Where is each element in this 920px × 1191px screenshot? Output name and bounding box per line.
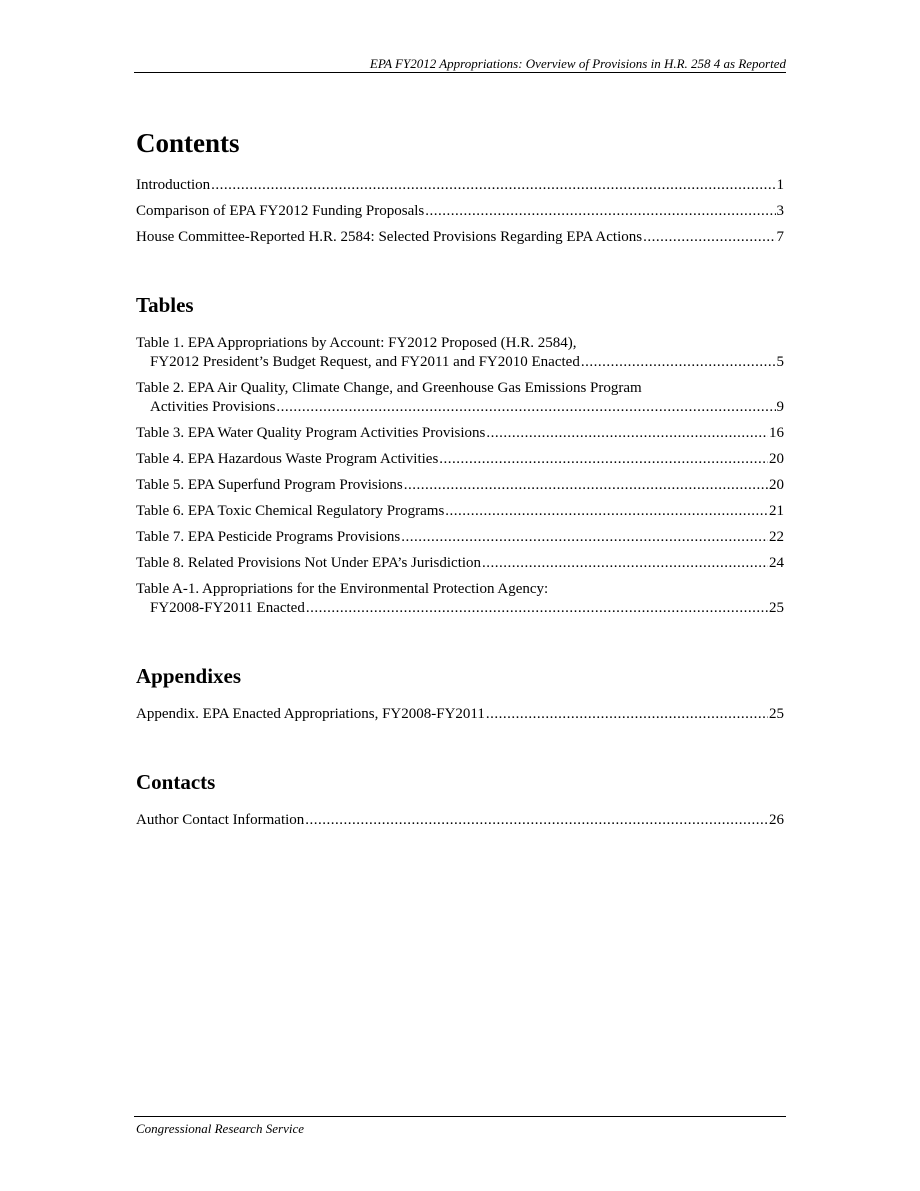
toc-entry-text: Table 7. EPA Pesticide Programs Provisions	[136, 529, 401, 545]
appendixes-list	[136, 705, 784, 724]
toc-entry[interactable]	[136, 528, 784, 547]
toc-entry[interactable]	[136, 811, 784, 830]
toc-entry[interactable]	[136, 450, 784, 469]
toc-page-number: 20	[769, 451, 784, 467]
toc-entry-text: Table 4. EPA Hazardous Waste Program Activities	[136, 451, 439, 467]
toc-entry-text: House Committee-Reported H.R. 2584: Selected Provisions Regarding EPA Actions	[136, 229, 643, 245]
toc-page-number: 9	[776, 399, 784, 415]
toc-entry-text: Table 5. EPA Superfund Program Provisions	[136, 477, 403, 493]
toc-entry-text: Table 3. EPA Water Quality Program Activities Provisions	[136, 425, 486, 441]
toc-entry[interactable]	[136, 202, 784, 221]
toc-page-number: 25	[769, 600, 784, 616]
toc-entry-text: FY2012 President’s Budget Request, and FY2011 and FY2010 Enacted	[150, 354, 580, 370]
toc-entry-text: Table 8. Related Provisions Not Under EPA’s Jurisdiction	[136, 555, 482, 571]
toc-entry-text: Introduction	[136, 177, 211, 193]
page-footer: Congressional Research Service	[136, 1121, 304, 1136]
toc-page-number: 26	[769, 812, 784, 828]
toc-entry-text: Appendix. EPA Enacted Appropriations, FY2008-FY2011	[136, 706, 485, 722]
toc-page-number: 3	[776, 203, 784, 219]
table-of-contents	[136, 124, 784, 837]
toc-entry[interactable]	[136, 476, 784, 495]
tables-heading: Tables	[136, 293, 194, 317]
toc-entry[interactable]	[136, 554, 784, 573]
toc-entry[interactable]	[136, 580, 784, 618]
toc-page-number: 24	[769, 555, 784, 571]
toc-entry-text: Comparison of EPA FY2012 Funding Proposals	[136, 203, 425, 219]
toc-page-number: 1	[776, 177, 784, 193]
contacts-list	[136, 811, 784, 830]
toc-entry-text: Table A-1. Appropriations for the Environmental Protection Agency:	[136, 581, 549, 597]
toc-entry[interactable]	[136, 705, 784, 724]
toc-entry[interactable]	[136, 176, 784, 195]
toc-entry[interactable]	[136, 334, 784, 372]
toc-entry-text: Table 2. EPA Air Quality, Climate Change, and Greenhouse Gas Emissions Program	[136, 380, 642, 396]
toc-entry-text: Author Contact Information	[136, 812, 305, 828]
toc-page-number: 22	[769, 529, 784, 545]
footer-rule	[134, 1116, 786, 1117]
header-rule	[134, 72, 786, 73]
toc-entry-text: FY2008-FY2011 Enacted	[150, 600, 305, 616]
toc-page-number: 21	[769, 503, 784, 519]
toc-page-number: 25	[769, 706, 784, 722]
appendixes-heading: Appendixes	[136, 664, 242, 688]
toc-page-number: 20	[769, 477, 784, 493]
toc-entry[interactable]	[136, 379, 784, 417]
tables-list	[136, 334, 784, 618]
toc-page-number: 7	[776, 229, 784, 245]
toc-entry[interactable]	[136, 424, 784, 443]
toc-entry-text: Table 1. EPA Appropriations by Account: FY2012 Proposed (H.R. 2584),	[136, 335, 577, 351]
contacts-heading: Contacts	[136, 770, 216, 794]
contents-heading: Contents	[136, 128, 240, 158]
toc-page-number: 16	[769, 425, 784, 441]
toc-entry[interactable]	[136, 502, 784, 521]
contents-list	[136, 176, 784, 247]
toc-entry-text: Table 6. EPA Toxic Chemical Regulatory Programs	[136, 503, 445, 519]
toc-entry[interactable]	[136, 228, 784, 247]
toc-page-number: 5	[776, 354, 784, 370]
running-header: EPA FY2012 Appropriations: Overview of Provisions in H.R. 258 4 as Reported	[369, 56, 786, 71]
toc-entry-text: Activities Provisions	[150, 399, 276, 415]
